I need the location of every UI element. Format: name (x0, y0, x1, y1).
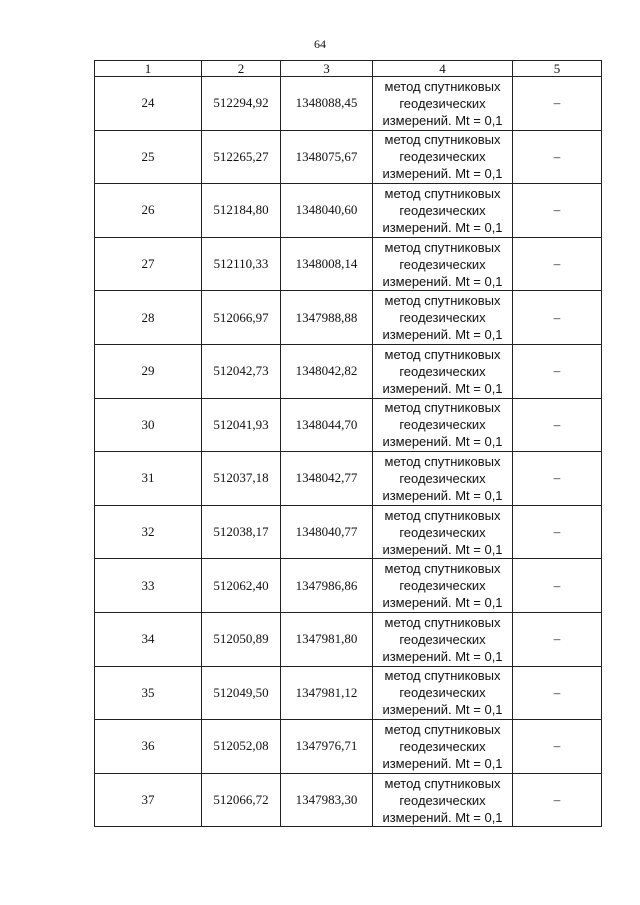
x-coordinate-cell: 512294,92 (202, 77, 281, 131)
method-text-line: геодезических (399, 738, 486, 754)
x-coordinate-cell: 512052,08 (202, 720, 281, 774)
method-text-line: метод спутниковых (384, 561, 501, 577)
method-text-line: метод спутниковых (384, 346, 501, 362)
method-cell (373, 398, 513, 452)
table-row (95, 184, 602, 238)
header-col-4: 4 (373, 61, 513, 77)
point-number-cell: 33 (95, 559, 202, 613)
table-header-row (95, 61, 602, 77)
y-coordinate-cell: 1348008,14 (281, 237, 373, 291)
table-row (95, 612, 602, 666)
method-text-line: геодезических (399, 578, 486, 594)
x-coordinate-cell: 512265,27 (202, 130, 281, 184)
method-text-line: метод спутниковых (384, 132, 501, 148)
method-text-line: геодезических (399, 417, 486, 433)
note-cell: – (513, 237, 602, 291)
method-cell (373, 666, 513, 720)
point-number-cell: 28 (95, 291, 202, 345)
note-cell: – (513, 773, 602, 827)
method-text-line: измерений. Mt = 0,1 (382, 219, 503, 235)
method-text-line: измерений. Mt = 0,1 (382, 487, 503, 503)
point-number-cell: 31 (95, 452, 202, 506)
table-row (95, 559, 602, 613)
y-coordinate-cell: 1348044,70 (281, 398, 373, 452)
note-cell: – (513, 612, 602, 666)
header-col-2: 2 (202, 61, 281, 77)
note-cell: – (513, 720, 602, 774)
y-coordinate-cell: 1348040,60 (281, 184, 373, 238)
method-cell (373, 505, 513, 559)
method-text-line: измерений. Mt = 0,1 (382, 434, 503, 450)
point-number-cell: 36 (95, 720, 202, 774)
y-coordinate-cell: 1348042,77 (281, 452, 373, 506)
x-coordinate-cell: 512037,18 (202, 452, 281, 506)
note-cell: – (513, 505, 602, 559)
method-text-line: измерений. Mt = 0,1 (382, 273, 503, 289)
point-number-cell: 25 (95, 130, 202, 184)
y-coordinate-cell: 1347986,86 (281, 559, 373, 613)
note-cell: – (513, 344, 602, 398)
header-col-3: 3 (281, 61, 373, 77)
method-text-line: метод спутниковых (384, 507, 501, 523)
method-text-line: геодезических (399, 792, 486, 808)
x-coordinate-cell: 512066,72 (202, 773, 281, 827)
point-number-cell: 27 (95, 237, 202, 291)
point-number-cell: 24 (95, 77, 202, 131)
x-coordinate-cell: 512050,89 (202, 612, 281, 666)
method-cell (373, 720, 513, 774)
table-row (95, 720, 602, 774)
point-number-cell: 35 (95, 666, 202, 720)
method-cell (373, 344, 513, 398)
header-col-1: 1 (95, 61, 202, 77)
table-row (95, 291, 602, 345)
method-text-line: метод спутниковых (384, 185, 501, 201)
method-text-line: метод спутниковых (384, 775, 501, 791)
method-cell (373, 773, 513, 827)
note-cell: – (513, 559, 602, 613)
method-text-line: метод спутниковых (384, 614, 501, 630)
note-cell: – (513, 77, 602, 131)
method-text-line: измерений. Mt = 0,1 (382, 595, 503, 611)
y-coordinate-cell: 1348042,82 (281, 344, 373, 398)
table-row (95, 77, 602, 131)
table-row (95, 398, 602, 452)
page-number: 64 (314, 37, 326, 51)
y-coordinate-cell: 1347983,30 (281, 773, 373, 827)
method-cell (373, 559, 513, 613)
method-text-line: геодезических (399, 631, 486, 647)
x-coordinate-cell: 512184,80 (202, 184, 281, 238)
method-text-line: метод спутниковых (384, 721, 501, 737)
y-coordinate-cell: 1347981,80 (281, 612, 373, 666)
method-text-line: геодезических (399, 363, 486, 379)
x-coordinate-cell: 512110,33 (202, 237, 281, 291)
table-row (95, 344, 602, 398)
y-coordinate-cell: 1347981,12 (281, 666, 373, 720)
x-coordinate-cell: 512049,50 (202, 666, 281, 720)
method-text-line: геодезических (399, 470, 486, 486)
note-cell: – (513, 184, 602, 238)
coordinates-table (94, 60, 602, 827)
method-cell (373, 184, 513, 238)
method-text-line: геодезических (399, 524, 486, 540)
method-text-line: геодезических (399, 202, 486, 218)
method-text-line: геодезических (399, 685, 486, 701)
method-text-line: геодезических (399, 256, 486, 272)
y-coordinate-cell: 1347976,71 (281, 720, 373, 774)
method-text-line: измерений. Mt = 0,1 (382, 702, 503, 718)
method-text-line: метод спутниковых (384, 78, 501, 94)
note-cell: – (513, 452, 602, 506)
method-text-line: измерений. Mt = 0,1 (382, 809, 503, 825)
note-cell: – (513, 398, 602, 452)
x-coordinate-cell: 512041,93 (202, 398, 281, 452)
method-text-line: измерений. Mt = 0,1 (382, 380, 503, 396)
point-number-cell: 29 (95, 344, 202, 398)
method-cell (373, 77, 513, 131)
method-cell (373, 612, 513, 666)
method-text-line: измерений. Mt = 0,1 (382, 541, 503, 557)
method-text-line: измерений. Mt = 0,1 (382, 648, 503, 664)
x-coordinate-cell: 512062,40 (202, 559, 281, 613)
table-row (95, 666, 602, 720)
y-coordinate-cell: 1347988,88 (281, 291, 373, 345)
x-coordinate-cell: 512042,73 (202, 344, 281, 398)
method-cell (373, 237, 513, 291)
point-number-cell: 26 (95, 184, 202, 238)
table-row (95, 773, 602, 827)
note-cell: – (513, 291, 602, 345)
table-body (95, 77, 602, 827)
method-text-line: измерений. Mt = 0,1 (382, 327, 503, 343)
method-text-line: метод спутниковых (384, 400, 501, 416)
method-text-line: геодезических (399, 149, 486, 165)
x-coordinate-cell: 512038,17 (202, 505, 281, 559)
y-coordinate-cell: 1348040,77 (281, 505, 373, 559)
method-cell (373, 452, 513, 506)
method-cell (373, 130, 513, 184)
table-row (95, 130, 602, 184)
table-row (95, 237, 602, 291)
point-number-cell: 34 (95, 612, 202, 666)
table-row (95, 505, 602, 559)
method-text-line: метод спутниковых (384, 668, 501, 684)
method-text-line: метод спутниковых (384, 453, 501, 469)
note-cell: – (513, 666, 602, 720)
table-row (95, 452, 602, 506)
method-text-line: геодезических (399, 310, 486, 326)
x-coordinate-cell: 512066,97 (202, 291, 281, 345)
method-text-line: метод спутниковых (384, 293, 501, 309)
y-coordinate-cell: 1348088,45 (281, 77, 373, 131)
note-cell: – (513, 130, 602, 184)
point-number-cell: 37 (95, 773, 202, 827)
method-text-line: измерений. Mt = 0,1 (382, 755, 503, 771)
method-text-line: геодезических (399, 95, 486, 111)
method-text-line: измерений. Mt = 0,1 (382, 166, 503, 182)
point-number-cell: 30 (95, 398, 202, 452)
method-text-line: измерений. Mt = 0,1 (382, 112, 503, 128)
y-coordinate-cell: 1348075,67 (281, 130, 373, 184)
method-cell (373, 291, 513, 345)
point-number-cell: 32 (95, 505, 202, 559)
method-text-line: метод спутниковых (384, 239, 501, 255)
header-col-5: 5 (513, 61, 602, 77)
